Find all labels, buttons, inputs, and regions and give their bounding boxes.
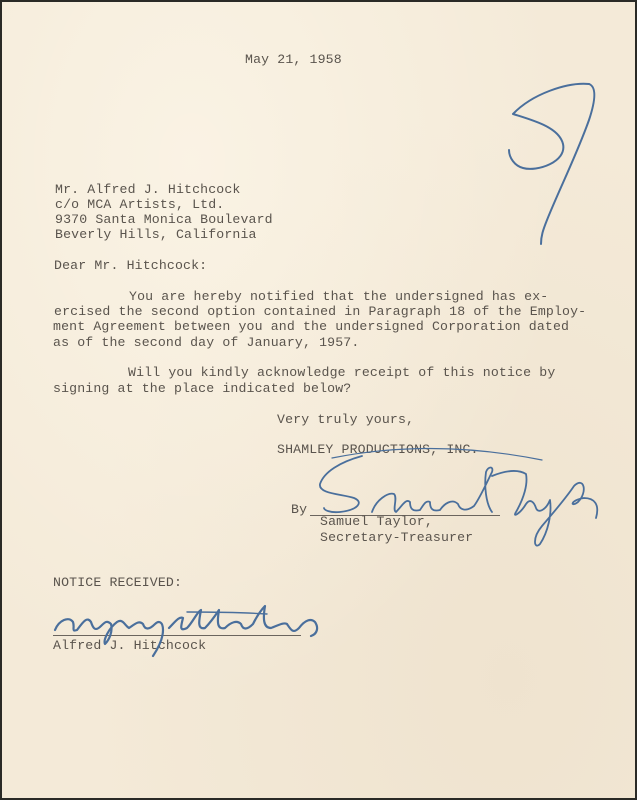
letter-page xyxy=(2,2,635,798)
recipient-care-of: c/o MCA Artists, Ltd. xyxy=(55,197,225,212)
closing: Very truly yours, xyxy=(277,412,415,427)
body-paragraph-1-line-1: You are hereby notified that the undersigned has ex- xyxy=(129,289,549,304)
company-name: SHAMLEY PRODUCTIONS, INC. xyxy=(277,442,479,457)
notice-received-label: NOTICE RECEIVED: xyxy=(53,575,183,590)
recipient-street: 9370 Santa Monica Boulevard xyxy=(55,212,273,227)
by-label: By xyxy=(291,502,308,517)
salutation: Dear Mr. Hitchcock: xyxy=(54,258,208,273)
body-paragraph-2-line-1: Will you kindly acknowledge receipt of this notice by xyxy=(128,365,556,380)
body-paragraph-1-line-4: as of the second day of January, 1957. xyxy=(53,335,360,350)
signer-title: Secretary-Treasurer xyxy=(320,530,474,545)
recipient-city: Beverly Hills, California xyxy=(55,227,257,242)
body-paragraph-1-line-2: ercised the second option contained in Paragraph 18 of the Employ- xyxy=(54,304,587,319)
handwritten-number-57 xyxy=(497,72,607,252)
letter-date: May 21, 1958 xyxy=(245,52,342,67)
recipient-name: Mr. Alfred J. Hitchcock xyxy=(55,182,241,197)
recipient-signature-name: Alfred J. Hitchcock xyxy=(53,638,207,653)
body-paragraph-1-line-3: ment Agreement between you and the undersigned Corporation dated xyxy=(53,319,570,334)
signature-line-hitchcock xyxy=(53,635,301,636)
signer-name: Samuel Taylor, xyxy=(320,514,433,529)
body-paragraph-2-line-2: signing at the place indicated below? xyxy=(53,381,352,396)
